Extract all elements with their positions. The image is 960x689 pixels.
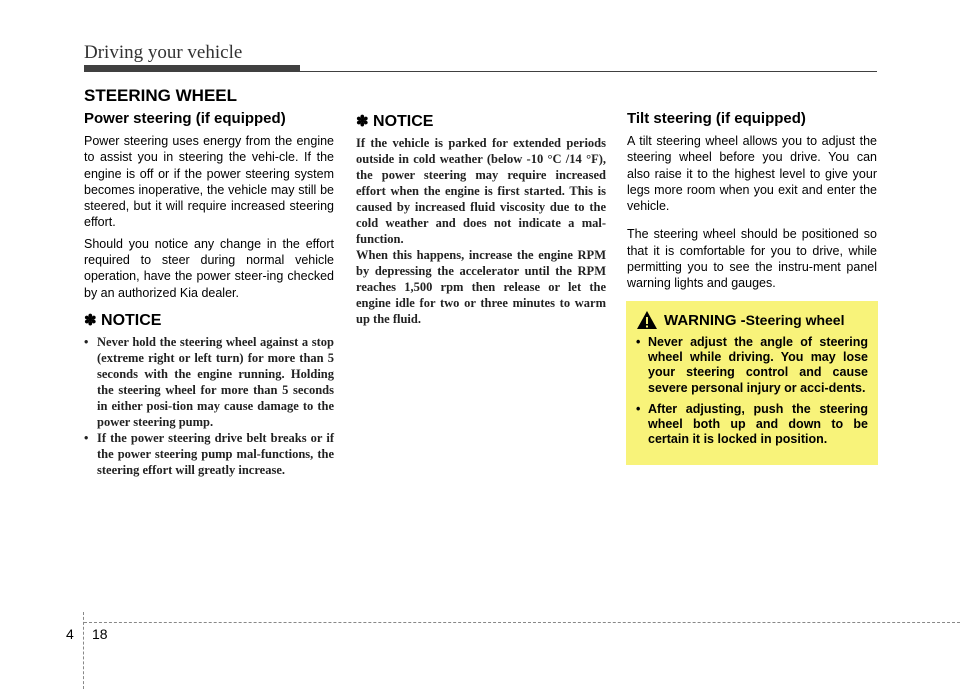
list-item: • If the power steering drive belt breaks or if the power steering pump mal-functions, the steering effort will greatly increase.	[84, 430, 334, 478]
notice-heading	[356, 112, 606, 131]
warning-subject: Steering wheel	[745, 312, 845, 328]
warning-box	[626, 301, 878, 465]
notice-list	[84, 334, 334, 478]
power-steering-heading: Power steering (if equipped)	[84, 110, 286, 127]
section-title: STEERING WHEEL	[84, 86, 238, 105]
warning-list	[636, 335, 868, 453]
warning-label: WARNING -	[664, 311, 746, 329]
column-cold-weather-notice	[356, 110, 606, 327]
warning-triangle-icon	[636, 310, 658, 330]
column-tilt-steering	[627, 110, 877, 297]
notice-label: NOTICE	[373, 113, 434, 130]
column-power-steering	[84, 110, 334, 478]
paragraph: When this happens, increase the engine RPM by depressing the accelerator until the RPM reaches 1,500 rpm then release or let the engine idle for two or three minutes to warm up the fluid.	[356, 248, 606, 326]
list-item: • After adjusting, push the steering wheel both up and down to be certain it is locked in position.	[636, 402, 868, 448]
paragraph: Power steering uses energy from the engine to assist you in steering the vehi-cle. If the engine is off or if the power steering system becomes inoperative, the vehicle may still be steered, but it will require increased steering effort.	[84, 134, 334, 230]
notice-heading	[84, 311, 334, 330]
notice-label: NOTICE	[101, 311, 162, 329]
footer-divider	[83, 612, 84, 689]
notice-star-icon: ✽	[356, 113, 369, 130]
running-header-title: Driving your vehicle	[84, 42, 243, 63]
tilt-steering-heading: Tilt steering (if equipped)	[627, 110, 806, 127]
paragraph: Should you notice any change in the effort required to steer during normal vehicle operation, have the power steer-ing checked by an authorized Kia dealer.	[84, 236, 334, 300]
list-item: • Never adjust the angle of steering wheel while driving. You may lose your steering control and cause severe personal injury or acci-dents.	[636, 335, 868, 396]
header-bar	[84, 65, 300, 72]
header-rule	[300, 71, 877, 72]
list-item: • Never hold the steering wheel against a stop (extreme right or left turn) for more than 5 seconds with the engine running. Holding the steering wheel for more than 5 seconds in either posi-tion may cause damage to the power steering pump.	[84, 334, 334, 430]
chapter-number: 4	[66, 626, 74, 642]
notice-star-icon: ✽	[84, 311, 97, 329]
paragraph: The steering wheel should be positioned so that it is comfortable for you to drive, while permitting you to see the instru-ment panel warning lights and gauges.	[627, 227, 877, 291]
footer-rule	[84, 622, 960, 623]
paragraph: If the vehicle is parked for extended periods outside in cold weather (below -10 °C /14 °F), the power steering may require increased effort when the engine is first started. This is caused by increased fluid viscosity due to the cold weather and does not indicate a mal-function.	[356, 136, 606, 246]
page-number: 18	[92, 626, 108, 642]
paragraph: A tilt steering wheel allows you to adjust the steering wheel before you drive. You can also raise it to the highest level to give your legs more room when you exit and enter the vehicle.	[627, 134, 877, 214]
warning-heading	[636, 310, 844, 330]
